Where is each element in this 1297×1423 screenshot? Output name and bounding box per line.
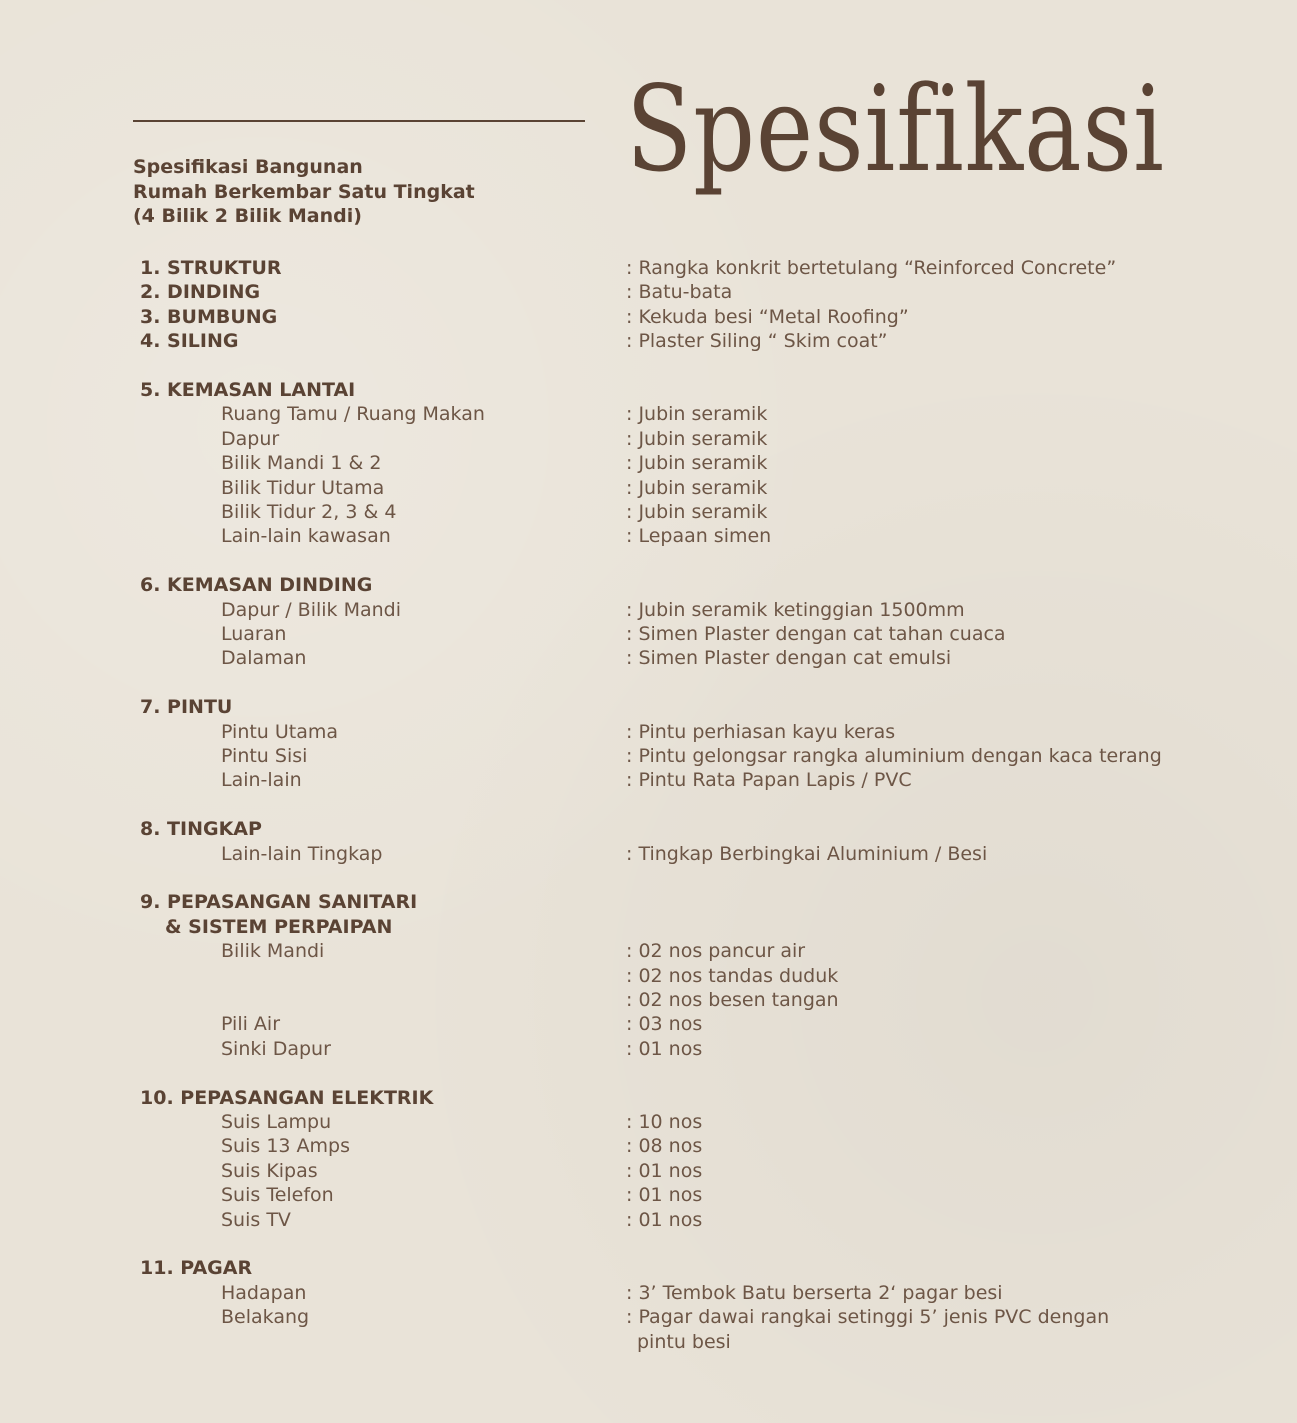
spec-label: Suis 13 Amps xyxy=(221,1135,351,1158)
spec-item-row xyxy=(0,1330,1297,1354)
spec-item-row xyxy=(0,646,1297,670)
spec-label: Suis TV xyxy=(221,1208,291,1231)
spec-value: : 02 nos besen tangan xyxy=(626,989,839,1011)
subtitle-line: (4 Bilik 2 Bilik Mandi) xyxy=(133,205,362,227)
spec-item-row xyxy=(0,720,1297,744)
spec-value: : Jubin seramik xyxy=(626,476,768,499)
spec-value: pintu besi xyxy=(637,1330,731,1353)
spec-item-row xyxy=(0,744,1297,768)
spec-label: Belakang xyxy=(221,1306,310,1329)
spec-item-row xyxy=(0,451,1297,475)
spec-value: : Simen Plaster dengan cat tahan cuaca xyxy=(626,623,1006,645)
spec-value: : Jubin seramik xyxy=(626,427,768,450)
spec-label: Lain-lain xyxy=(221,769,302,792)
spec-value: : 01 nos xyxy=(626,1159,703,1182)
spec-item-row xyxy=(0,768,1297,792)
spec-item-row xyxy=(0,1134,1297,1158)
spec-item-row xyxy=(0,402,1297,426)
header-divider xyxy=(133,120,585,122)
spec-section-row xyxy=(0,817,1297,841)
spec-section-row xyxy=(0,890,1297,914)
spec-section-row xyxy=(0,329,1297,353)
section-heading: 5. KEMASAN LANTAI xyxy=(140,379,356,401)
spec-item-row xyxy=(0,1183,1297,1207)
spec-value: : 01 nos xyxy=(626,1208,703,1231)
spec-value: : 10 nos xyxy=(626,1111,703,1133)
section-heading: & SISTEM PERPAIPAN xyxy=(165,915,393,938)
spec-item-row xyxy=(0,1110,1297,1134)
spec-item-row xyxy=(0,939,1297,963)
spec-item-row xyxy=(0,427,1297,451)
spec-value: : Simen Plaster dengan cat emulsi xyxy=(626,647,952,670)
section-heading: 4. SILING xyxy=(140,330,239,353)
spec-item-row xyxy=(0,1012,1297,1036)
subtitle-line: Rumah Berkembar Satu Tingkat xyxy=(133,180,475,203)
spec-item-row xyxy=(0,988,1297,1012)
spec-label: Lain-lain kawasan xyxy=(221,525,391,548)
spec-value: : Lepaan simen xyxy=(626,525,772,548)
section-heading: 10. PEPASANGAN ELEKTRIK xyxy=(140,1086,434,1109)
spec-section-row xyxy=(0,573,1297,597)
subtitle-line: Spesifikasi Bangunan xyxy=(133,156,363,178)
section-heading: 6. KEMASAN DINDING xyxy=(140,574,373,597)
spec-item-row xyxy=(0,1305,1297,1329)
spec-section-row xyxy=(0,305,1297,329)
spec-label: Dapur / Bilik Mandi xyxy=(221,598,401,621)
spec-label: Dapur xyxy=(221,427,280,450)
spec-label: Sinki Dapur xyxy=(221,1037,331,1060)
spec-item-row xyxy=(0,1281,1297,1305)
spec-section-row xyxy=(0,378,1297,402)
spec-label: Ruang Tamu / Ruang Makan xyxy=(221,403,485,426)
spec-item-row xyxy=(0,500,1297,524)
spec-label: Pintu Sisi xyxy=(221,745,308,767)
section-heading: 11. PAGAR xyxy=(140,1257,253,1280)
spec-section-row xyxy=(0,1256,1297,1280)
spec-label: Bilik Tidur 2, 3 & 4 xyxy=(221,501,397,523)
spec-label: Pintu Utama xyxy=(221,720,339,743)
spec-item-row xyxy=(0,842,1297,866)
spec-label: Bilik Mandi 1 & 2 xyxy=(221,452,382,475)
spec-value: : Jubin seramik xyxy=(626,501,768,523)
spec-item-row xyxy=(0,476,1297,500)
spec-value: : 02 nos tandas duduk xyxy=(626,964,839,987)
spec-label: Bilik Mandi xyxy=(221,940,325,963)
spec-item-row xyxy=(0,1159,1297,1183)
page-title: Spesifikasi xyxy=(626,60,1165,198)
spec-label: Pili Air xyxy=(221,1013,281,1036)
section-heading: 3. BUMBUNG xyxy=(140,305,278,328)
spec-value: : Pintu perhiasan kayu keras xyxy=(626,720,896,743)
spec-section-row xyxy=(0,256,1297,280)
spec-label: Lain-lain Tingkap xyxy=(221,842,383,865)
spec-value: : Pintu Rata Papan Lapis / PVC xyxy=(626,769,912,792)
spec-value: : Jubin seramik xyxy=(626,403,768,426)
spec-value: : Jubin seramik ketinggian 1500mm xyxy=(626,598,965,621)
spec-value: : 3’ Tembok Batu berserta 2‘ pagar besi xyxy=(626,1281,1003,1304)
spec-value: : Kekuda besi “Metal Roofing” xyxy=(626,305,909,328)
section-heading: 8. TINGKAP xyxy=(140,818,262,841)
spec-item-row xyxy=(0,1037,1297,1061)
spec-value: : Rangka konkrit bertetulang “Reinforced Concrete” xyxy=(626,257,1117,279)
spec-label: Dalaman xyxy=(221,647,307,670)
spec-item-row xyxy=(0,1208,1297,1232)
spec-value: : 02 nos pancur air xyxy=(626,940,806,963)
spec-label: Suis Lampu xyxy=(221,1111,332,1133)
section-heading: 1. STRUKTUR xyxy=(140,257,282,279)
spec-label: Suis Telefon xyxy=(221,1184,334,1207)
section-heading: 9. PEPASANGAN SANITARI xyxy=(140,891,418,914)
spec-item-row xyxy=(0,964,1297,988)
section-heading: 2. DINDING xyxy=(140,281,261,304)
spec-value: : Batu-bata xyxy=(626,281,733,304)
section-heading: 7. PINTU xyxy=(140,696,233,719)
spec-label: Hadapan xyxy=(221,1281,307,1304)
spec-value: : Jubin seramik xyxy=(626,452,768,475)
spec-label: Luaran xyxy=(221,623,287,645)
document-subtitle xyxy=(133,155,475,229)
spec-value: : Tingkap Berbingkai Aluminium / Besi xyxy=(626,842,988,865)
spec-item-row xyxy=(0,622,1297,646)
spec-item-row xyxy=(0,524,1297,548)
spec-value: : Pintu gelongsar rangka aluminium dengan kaca terang xyxy=(626,745,1162,767)
spec-value: : 08 nos xyxy=(626,1135,703,1158)
spec-value: : Pagar dawai rangkai setinggi 5’ jenis PVC dengan xyxy=(626,1306,1110,1329)
spec-value: : 03 nos xyxy=(626,1013,703,1036)
spec-section-row xyxy=(0,1086,1297,1110)
spec-section-row xyxy=(0,915,1297,939)
spec-section-row xyxy=(0,280,1297,304)
spec-section-row xyxy=(0,695,1297,719)
spec-value: : 01 nos xyxy=(626,1037,703,1060)
spec-label: Bilik Tidur Utama xyxy=(221,476,385,499)
spec-value: : Plaster Siling “ Skim coat” xyxy=(626,330,888,353)
spec-label: Suis Kipas xyxy=(221,1159,318,1182)
spec-item-row xyxy=(0,598,1297,622)
spec-value: : 01 nos xyxy=(626,1184,703,1207)
